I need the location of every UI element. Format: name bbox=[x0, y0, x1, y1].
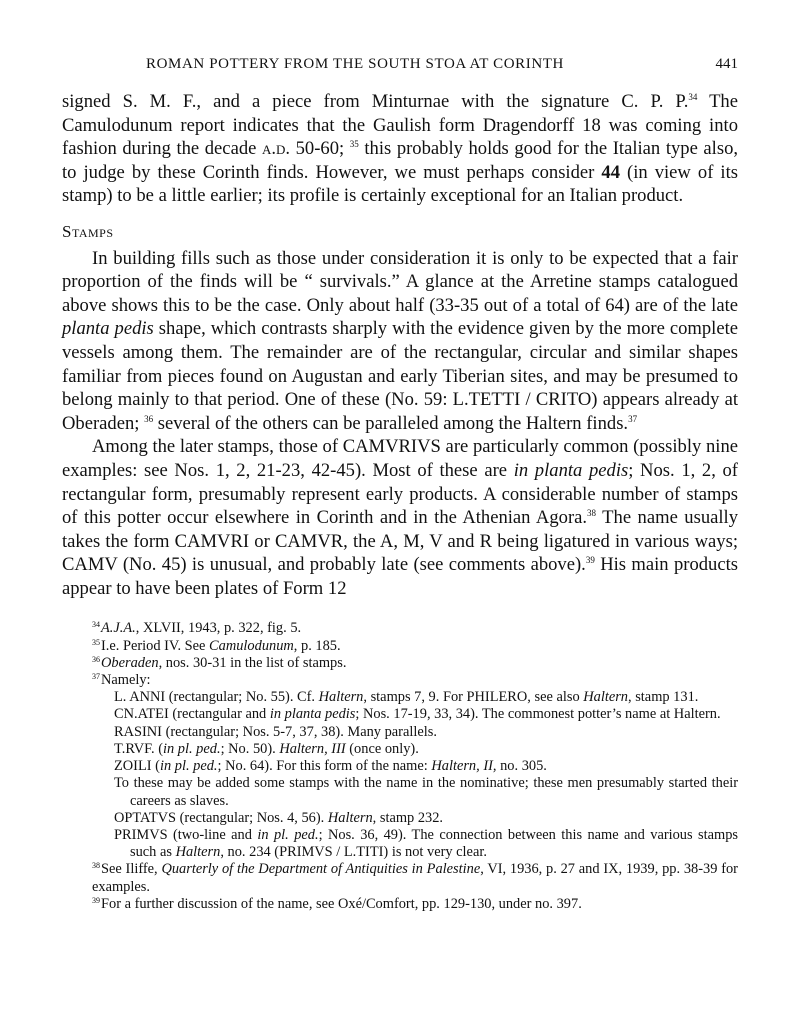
stamp-entry-trvf: T.RVF. (in pl. ped.; No. 50). Haltern, III (once only). bbox=[114, 740, 419, 757]
footnote-ref-34[interactable]: 34 bbox=[688, 92, 698, 102]
catalogue-number: 44 bbox=[601, 161, 620, 183]
stamp-entry-atei: CN.ATEI (rectangular and in planta pedis; Nos. 17-19, 33, 34). The commonest potter’s name at Haltern. bbox=[114, 706, 721, 723]
footnote-ref-39[interactable]: 39 bbox=[585, 555, 595, 566]
stamp-entry-optatvs: OPTATVS (rectangular; Nos. 4, 56). Haltern, stamp 232. bbox=[114, 809, 444, 826]
footnote-38: $^{38}$See Iliffe, Quarterly of the Department of Antiquities in Palestine, VI, 1936, p. 27 and IX, 1939, pp. 38-39 for examples. bbox=[92, 861, 738, 895]
stamp-entry-zoili: ZOILI (in pl. ped.; No. 64). For this form of the name: Haltern, II, no. 305. bbox=[114, 758, 547, 775]
stamp-entry-primvs: PRIMVS (two-line and in pl. ped.; Nos. 36, 49). The connection between this name and various stamps such as Haltern, no. 234 (PRIMVS / L.TITI) is not very clear. bbox=[114, 826, 739, 861]
body-text bbox=[62, 90, 738, 600]
paragraph-1: signed S. M. F., and a piece from Minturnae with the signature C. P. P.$^{34}$ The Camulodunum report indicates that the Gaulish form Dragendorff 18 was coming into fashion during the decade a.d. 50-60; $^{35}$ this probably holds good for the Italian type also, to judge by these Corinth finds. However, we must perhaps consider 44 (in view of its stamp) to be a little earlier; its profile is certainly exceptional for an Italian product. bbox=[62, 91, 739, 207]
running-head bbox=[62, 56, 738, 80]
footnote-34: $^{34}$A.J.A., XLVII, 1943, p. 322, fig. 5. bbox=[92, 620, 302, 637]
stamp-entry-anni: L. ANNI (rectangular; No. 55). Cf. Haltern, stamps 7, 9. For PHILERO, see also Haltern, stamp 131. bbox=[114, 689, 699, 706]
page-number: 441 bbox=[715, 56, 738, 72]
stamp-entry-rasini: RASINI (rectangular; Nos. 5-7, 37, 38). Many parallels. bbox=[114, 723, 437, 740]
page bbox=[62, 56, 738, 913]
footnote-35: $^{35}$I.e. Period IV. See Camulodunum, p. 185. bbox=[92, 637, 341, 654]
footnote-ref-38[interactable]: 38 bbox=[587, 508, 597, 519]
era-abbrev: a.d. bbox=[261, 138, 291, 160]
running-title: ROMAN POTTERY FROM THE SOUTH STOA AT CORINTH bbox=[146, 56, 564, 72]
footnote-ref-36[interactable]: 36 bbox=[144, 413, 154, 424]
footnotes bbox=[92, 620, 738, 912]
footnote-37: $^{37}$Namely: bbox=[92, 672, 151, 689]
section-heading: Stamps bbox=[62, 221, 114, 241]
footnote-ref-35[interactable]: 35 bbox=[349, 139, 359, 150]
paragraph-3: Among the later stamps, those of CAMVRIVS are particularly common (possibly nine examples: see Nos. 1, 2, 21-23, 42-45). Most of these are in planta pedis; Nos. 1, 2, of rectangular form, presumably represent early products. A considerable number of stamps of this potter occur elsewhere in Corinth and in the Athenian Agora.$^{38}$ The name usually takes the form CAMVRI or CAMVR, the A, M, V and R being ligatured in various ways; CAMV (No. 45) is unusual, and probably late (see comments above).$^{39}$ His main products appear to have been plates of Form 12 bbox=[62, 436, 739, 599]
footnote-ref-37[interactable]: 37 bbox=[628, 413, 638, 424]
footnote-39: $^{39}$For a further discussion of the name, see Oxé/Comfort, pp. 129-130, under no. 397. bbox=[92, 895, 582, 912]
footnote-36: $^{36}$Oberaden, nos. 30-31 in the list of stamps. bbox=[92, 654, 347, 671]
nominative-note: To these may be added some stamps with the name in the nominative; these men presumably started their careers as slaves. bbox=[114, 775, 738, 809]
paragraph-2: In building fills such as those under consideration it is only to be expected that a fair proportion of the finds will be “ survivals.” A glance at the Arretine stamps catalogued above shows this to be the case. Only about half (33-35 out of a total of 64) are of the late planta pedis shape, which contrasts sharply with the evidence given by the more complete vessels among them. The remainder are of the rectangular, circular and similar shapes familiar from pieces found on Augustan and early Tiberian sites, and may be presumed to belong mainly to that period. One of these (No. 59: L.TETTI / CRITO) appears already at Oberaden; $^{36}$ several of the others can be paralleled among the Haltern finds.$^{37}$ bbox=[62, 247, 738, 434]
